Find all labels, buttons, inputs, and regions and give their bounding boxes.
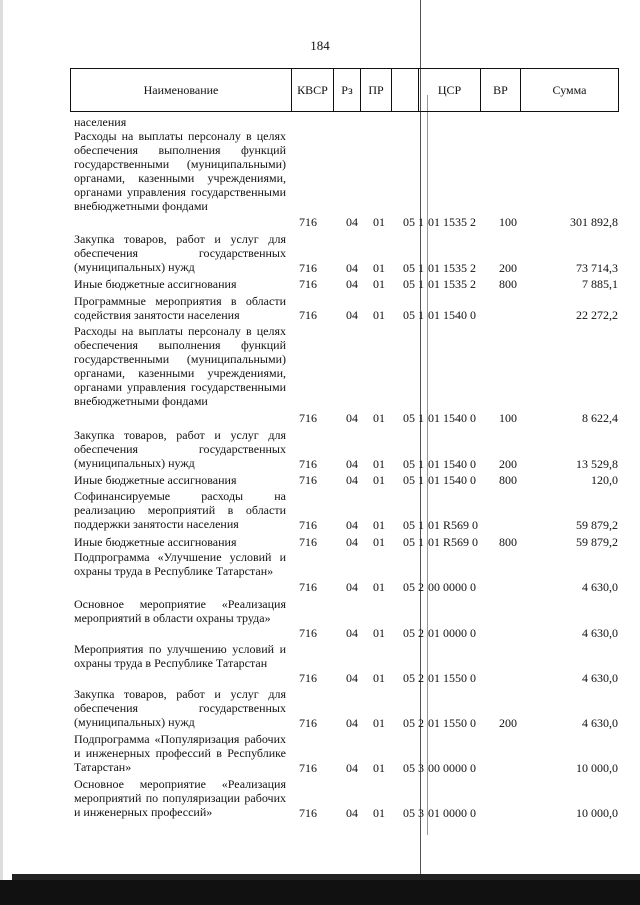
row-sum: 10 000,0 (576, 806, 618, 820)
header-kvsr: КВСР (292, 69, 334, 111)
row-rz: 04 (346, 411, 358, 425)
row-csr-code: 01 1550 0 (428, 716, 476, 730)
row-csr-program: 05 1 (403, 308, 424, 322)
row-csr-code: 01 1540 0 (428, 308, 476, 322)
row-vr: 100 (499, 411, 517, 425)
row-rz: 04 (346, 473, 358, 487)
row-sum: 4 630,0 (582, 626, 618, 640)
row-csr-program: 05 2 (403, 626, 424, 640)
row-pr: 01 (373, 716, 385, 730)
row-pr: 01 (373, 215, 385, 229)
row-pr: 01 (373, 535, 385, 549)
row-csr-code: 00 0000 0 (428, 761, 476, 775)
row-vr: 200 (499, 261, 517, 275)
row-kvsr: 716 (299, 761, 317, 775)
row-csr-code: 01 0000 0 (428, 626, 476, 640)
row-csr-code: 01 R569 0 (428, 518, 479, 532)
row-csr-program: 05 2 (403, 716, 424, 730)
row-vr: 800 (499, 535, 517, 549)
row-rz: 04 (346, 261, 358, 275)
row-csr-program: 05 1 (403, 277, 424, 291)
row-name: Иные бюджетные ассигнования (74, 473, 237, 487)
row-vr: 100 (499, 215, 517, 229)
page-number: 184 (310, 38, 330, 53)
row-pr: 01 (373, 457, 385, 471)
row-kvsr: 716 (299, 671, 317, 685)
row-kvsr: 716 (299, 457, 317, 471)
row-sum: 301 892,8 (570, 215, 618, 229)
row-kvsr: 716 (299, 277, 317, 291)
row-csr-program: 05 2 (403, 580, 424, 594)
row-csr-code: 01 1535 2 (428, 277, 476, 291)
row-vr: 800 (499, 473, 517, 487)
row-kvsr: 716 (299, 411, 317, 425)
row-csr-program: 05 1 (403, 518, 424, 532)
row-sum: 8 622,4 (582, 411, 618, 425)
row-sum: 13 529,8 (576, 457, 618, 471)
row-pr: 01 (373, 580, 385, 594)
row-csr-code: 01 0000 0 (428, 806, 476, 820)
row-kvsr: 716 (299, 716, 317, 730)
row-name: Основное мероприятие «Реализация мероприятий в области охраны труда» (74, 597, 286, 625)
row-kvsr: 716 (299, 215, 317, 229)
row-kvsr: 716 (299, 473, 317, 487)
row-vr: 200 (499, 457, 517, 471)
row-pr: 01 (373, 761, 385, 775)
row-name: Основное мероприятие «Реализация мероприятий по популяризации рабочих и инженерных профессий» (74, 777, 286, 819)
scan-bottom-edge (0, 880, 640, 905)
row-sum: 73 714,3 (576, 261, 618, 275)
row-name: Программные мероприятия в области содействия занятости населения (74, 294, 286, 322)
row-rz: 04 (346, 716, 358, 730)
row-csr-program: 05 2 (403, 671, 424, 685)
row-pr: 01 (373, 473, 385, 487)
row-pr: 01 (373, 806, 385, 820)
row-csr-code: 01 R569 0 (428, 535, 479, 549)
row-pr: 01 (373, 411, 385, 425)
row-name: Закупка товаров, работ и услуг для обеспечения государственных (муниципальных) нужд (74, 232, 286, 274)
row-sum: 4 630,0 (582, 671, 618, 685)
row-name: Расходы на выплаты персоналу в целях обеспечения выполнения функций государственными (муниципальными) органами, казенными учреждениями, органами управления государственными внебюджетными фондами (74, 324, 286, 408)
row-pr: 01 (373, 261, 385, 275)
row-rz: 04 (346, 535, 358, 549)
row-csr-program: 05 3 (403, 806, 424, 820)
header-name: Наименование (71, 69, 292, 111)
row-vr: 800 (499, 277, 517, 291)
row-sum: 59 879,2 (576, 535, 618, 549)
row-sum: 59 879,2 (576, 518, 618, 532)
row-kvsr: 716 (299, 580, 317, 594)
row-pr: 01 (373, 626, 385, 640)
row-csr-program: 05 1 (403, 535, 424, 549)
row-sum: 4 630,0 (582, 716, 618, 730)
row-kvsr: 716 (299, 261, 317, 275)
row-pr: 01 (373, 518, 385, 532)
row-pr: 01 (373, 671, 385, 685)
row-name: Иные бюджетные ассигнования (74, 535, 237, 549)
row-pr: 01 (373, 277, 385, 291)
row-csr-code: 01 1535 2 (428, 261, 476, 275)
header-pr: ПР (361, 69, 392, 111)
row-name: населения (74, 115, 127, 129)
row-csr-program: 05 1 (403, 215, 424, 229)
row-kvsr: 716 (299, 806, 317, 820)
row-csr-program: 05 1 (403, 261, 424, 275)
row-sum: 22 272,2 (576, 308, 618, 322)
row-rz: 04 (346, 518, 358, 532)
row-vr: 200 (499, 716, 517, 730)
row-kvsr: 716 (299, 518, 317, 532)
row-name: Иные бюджетные ассигнования (74, 277, 237, 291)
row-kvsr: 716 (299, 535, 317, 549)
row-csr-code: 01 1550 0 (428, 671, 476, 685)
row-csr-code: 01 1540 0 (428, 411, 476, 425)
row-name: Закупка товаров, работ и услуг для обеспечения государственных (муниципальных) нужд (74, 687, 286, 729)
row-csr-program: 05 1 (403, 411, 424, 425)
row-csr-program: 05 3 (403, 761, 424, 775)
row-kvsr: 716 (299, 308, 317, 322)
row-kvsr: 716 (299, 626, 317, 640)
row-sum: 120,0 (591, 473, 618, 487)
row-csr-code: 01 1540 0 (428, 457, 476, 471)
row-csr-code: 01 1535 2 (428, 215, 476, 229)
header-vr: ВР (481, 69, 521, 111)
row-rz: 04 (346, 308, 358, 322)
row-name: Мероприятия по улучшению условий и охраны труда в Республике Татарстан (74, 642, 286, 670)
row-rz: 04 (346, 806, 358, 820)
row-name: Подпрограмма «Улучшение условий и охраны труда в Республике Татарстан» (74, 550, 286, 578)
row-rz: 04 (346, 457, 358, 471)
row-sum: 10 000,0 (576, 761, 618, 775)
header-csr: ЦСР (419, 69, 481, 111)
row-csr-code: 00 0000 0 (428, 580, 476, 594)
row-name: Закупка товаров, работ и услуг для обеспечения государственных (муниципальных) нужд (74, 428, 286, 470)
row-name: Расходы на выплаты персоналу в целях обеспечения выполнения функций государственными (муниципальными) органами, казенными учреждениями, органами управления государственными внебюджетными фондами (74, 129, 286, 213)
row-rz: 04 (346, 626, 358, 640)
row-rz: 04 (346, 277, 358, 291)
row-name: Софинансируемые расходы на реализацию мероприятий в области поддержки занятости населения (74, 489, 286, 531)
row-pr: 01 (373, 308, 385, 322)
row-sum: 7 885,1 (582, 277, 618, 291)
row-rz: 04 (346, 215, 358, 229)
row-rz: 04 (346, 580, 358, 594)
row-sum: 4 630,0 (582, 580, 618, 594)
row-csr-program: 05 1 (403, 473, 424, 487)
header-sum: Сумма (552, 82, 587, 97)
row-name: Подпрограмма «Популяризация рабочих и инженерных профессий в Республике Татарстан» (74, 732, 286, 774)
row-csr-code: 01 1540 0 (428, 473, 476, 487)
row-rz: 04 (346, 761, 358, 775)
row-csr-program: 05 1 (403, 457, 424, 471)
row-rz: 04 (346, 671, 358, 685)
header-rz: Рз (334, 69, 361, 111)
